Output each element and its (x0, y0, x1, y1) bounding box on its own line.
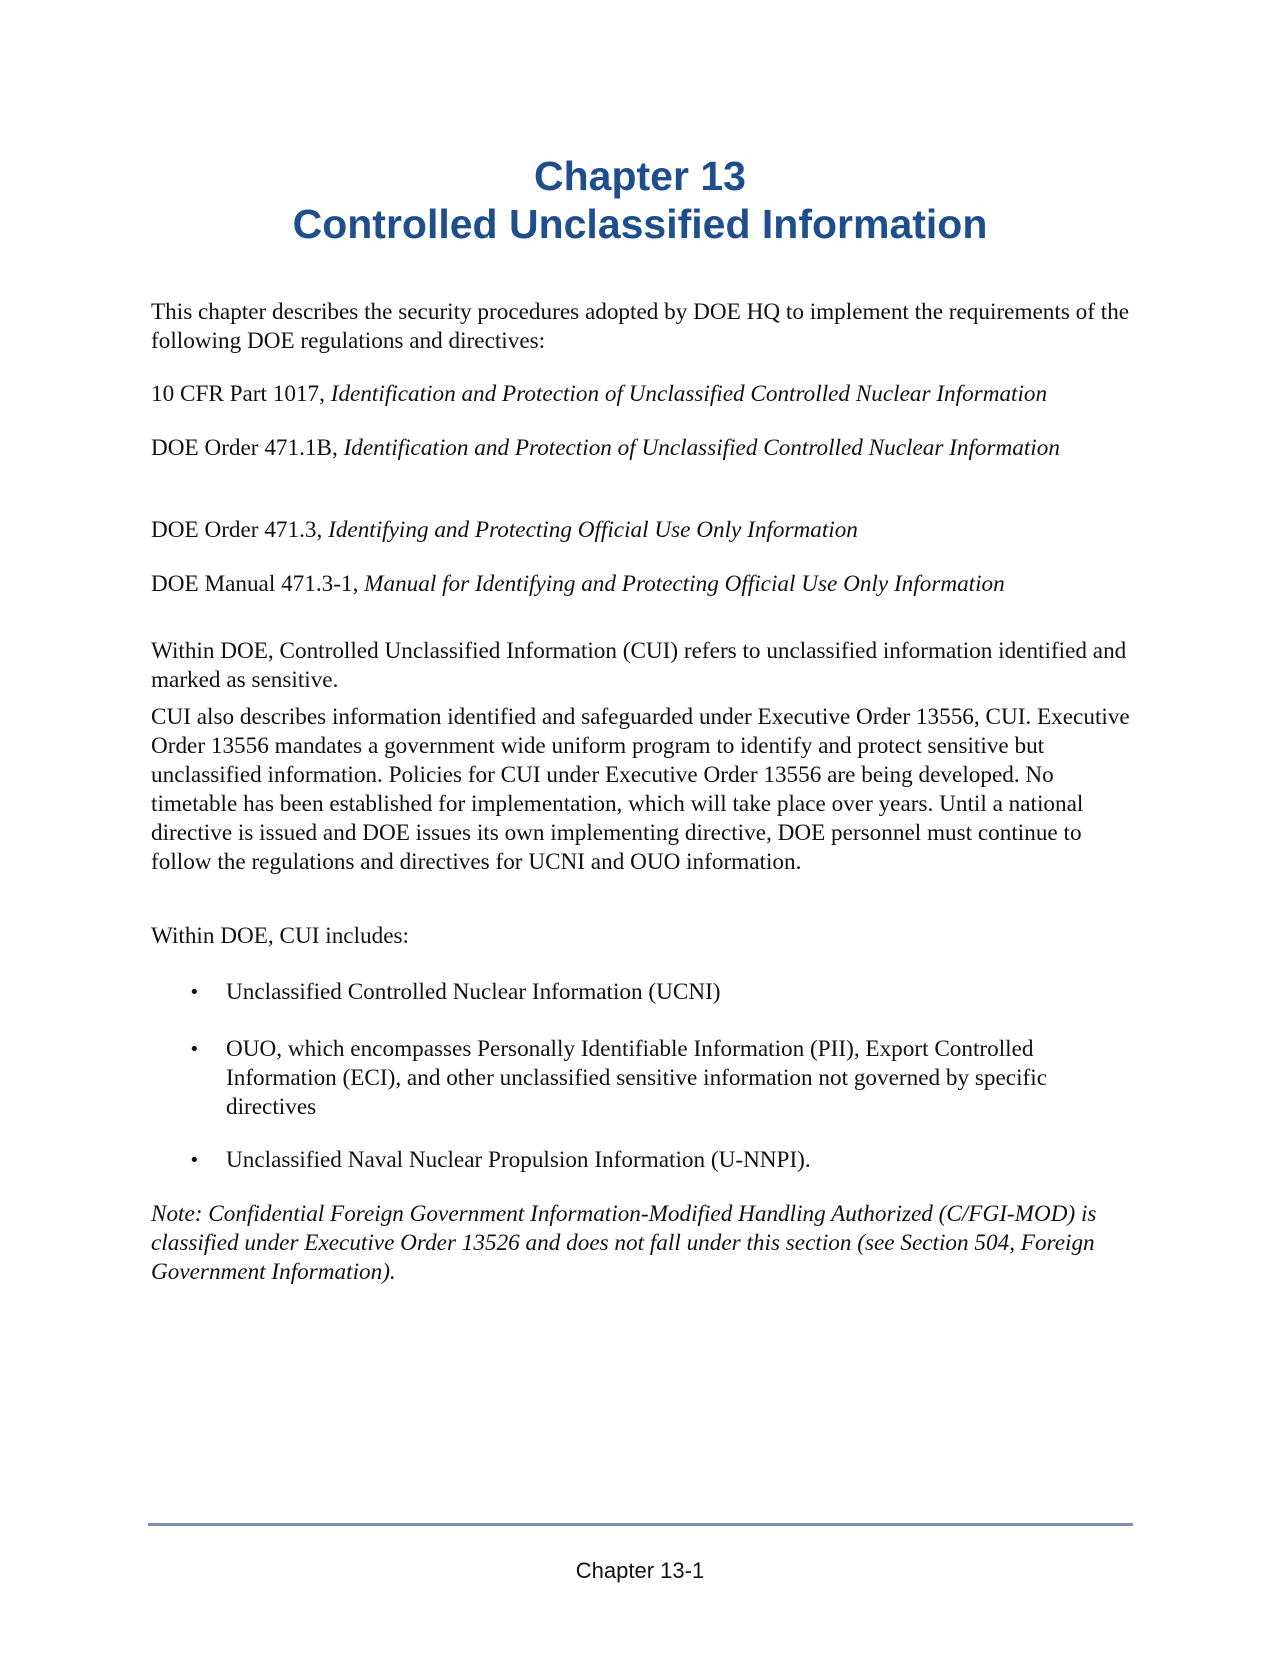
executive-order-paragraph: CUI also describes information identified and safeguarded under Executive Order 13556, CUI. Executive Order 13556 mandates a government wide uniform program to identify and protect sensitive but unclassified information. Policies for CUI under Executive Order 13556 are being developed. No timetable has been established for implementation, which will take place over years. Until a national directive is issued and DOE issues its own implementing directive, DOE personnel must continue to follow the regulations and directives for UCNI and OUO information. (151, 704, 1130, 875)
note-paragraph: Note: Confidential Foreign Government Information-Modified Handling Authorized (C/FGI-MOD) is classified under Executive Order 13526 and does not fall under this section (see Section 504, Foreign Government Information). (151, 1201, 1097, 1285)
page-number: Chapter 13-1 (575, 1558, 705, 1583)
chapter-title-heading: Controlled Unclassified Information (292, 201, 988, 247)
footer-divider (148, 1523, 1133, 1526)
reference-order-471-3 (151, 516, 1136, 545)
reference-prefix: DOE Manual 471.3-1, (151, 571, 365, 597)
list-item-text: Unclassified Controlled Nuclear Information (UCNI) (226, 979, 721, 1005)
chapter-number-heading: Chapter 13 (534, 153, 746, 199)
reference-order-471-1b (151, 434, 1136, 463)
list-item-text: OUO, which encompasses Personally Identifiable Information (PII), Export Controlled Information (ECI), and other unclassified sensitive information not governed by specific directives (226, 1036, 1047, 1120)
reference-10cfr-1017 (151, 380, 1136, 409)
reference-prefix: DOE Order 471.3, (151, 517, 329, 543)
bullet-icon: • (189, 1150, 200, 1171)
cui-definition-paragraph: Within DOE, Controlled Unclassified Information (CUI) refers to unclassified information identified and marked as sensitive. (151, 638, 1127, 693)
reference-title: Identification and Protection of Unclassified Controlled Nuclear Information (330, 381, 1048, 407)
reference-title: Identifying and Protecting Official Use Only Information (328, 517, 858, 543)
reference-manual-471-3-1 (151, 570, 1136, 599)
reference-title: Manual for Identifying and Protecting Official Use Only Information (364, 571, 1005, 597)
bullet-icon: • (189, 982, 200, 1003)
reference-title: Identification and Protection of Unclassified Controlled Nuclear Information (343, 435, 1060, 461)
cui-includes-lead: Within DOE, CUI includes: (151, 923, 409, 949)
bullet-icon: • (189, 1039, 200, 1060)
reference-prefix: 10 CFR Part 1017, (151, 381, 331, 407)
list-item-text: Unclassified Naval Nuclear Propulsion Information (U-NNPI). (226, 1147, 811, 1173)
intro-paragraph: This chapter describes the security procedures adopted by DOE HQ to implement the requirements of the following DOE regulations and directives: (151, 299, 1130, 354)
reference-prefix: DOE Order 471.1B, (151, 435, 344, 461)
